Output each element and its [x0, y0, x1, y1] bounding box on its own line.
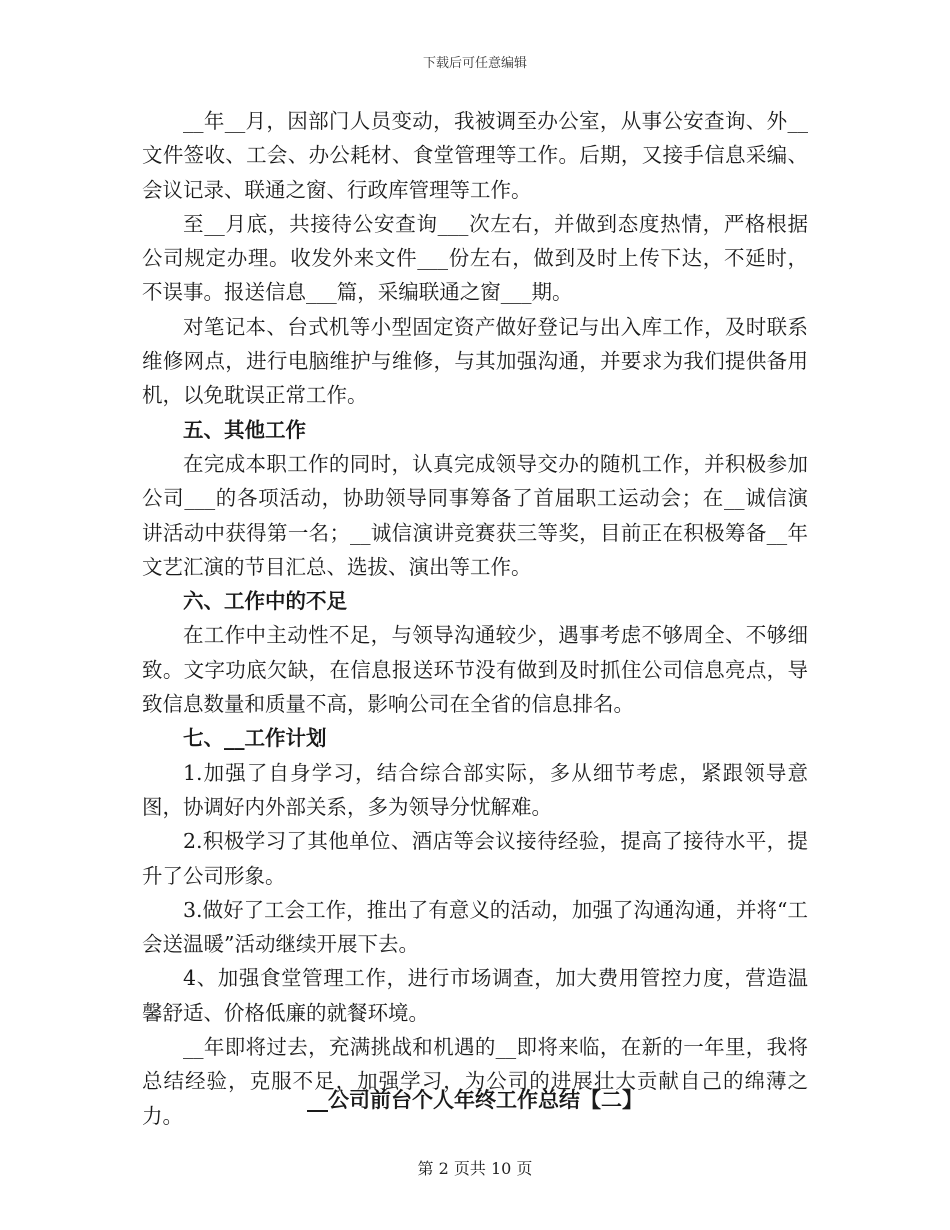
- section-heading-work-plan: 七、__工作计划: [183, 726, 327, 751]
- paragraph-other-work: 在完成本职工作的同时，认真完成领导交办的随机工作，并积极参加公司___的各项活动，协助领导同事筹备了首届职工运动会；在__诚信演讲活动中获得第一名；__诚信演讲竞赛获三等奖，目前正在积极筹备__年文艺汇演的节目汇总、选拔、演出等工作。: [142, 451, 808, 579]
- plan-item-1: 1.加强了自身学习，结合综合部实际，多从细节考虑，紧跟领导意图，协调好内外部关系，多为领导分忧解难。: [142, 760, 808, 819]
- next-document-title: __公司前台个人年终工作总结【二】: [307, 1088, 643, 1112]
- plan-item-2: 2.积极学习了其他单位、酒店等会议接待经验，提高了接待水平，提升了公司形象。: [142, 829, 808, 888]
- plan-item-4: 4、加强食堂管理工作，进行市场调查，加大费用管控力度，营造温馨舒适、价格低廉的就餐环境。: [142, 966, 808, 1025]
- paragraph-shortcomings: 在工作中主动性不足，与领导沟通较少，遇事考虑不够周全、不够细致。文字功底欠缺，在信息报送环节没有做到及时抓住公司信息亮点，导致信息数量和质量不高，影响公司在全省的信息排名。: [142, 623, 808, 717]
- section-heading-shortcomings: 六、工作中的不足: [183, 589, 347, 614]
- paragraph-statistics: 至__月底，共接待公安查询___次左右，并做到态度热情，严格根据公司规定办理。收发外来文件___份左右，做到及时上传下达，不延时，不误事。报送信息___篇，采编联通之窗___期。: [142, 211, 808, 305]
- paragraph-conclusion: __年即将过去，充满挑战和机遇的__即将来临，在新的一年里，我将总结经验，克服不足，加强学习，为公司的进展壮大贡献自己的绵薄之力。: [142, 1035, 808, 1128]
- page-number: 第 2 页共 10 页: [417, 1159, 533, 1178]
- paragraph-duties: __年__月，因部门人员变动，我被调至办公室，从事公安查询、外__文件签收、工会、办公耗材、食堂管理等工作。后期，又接手信息采编、会议记录、联通之窗、行政库管理等工作。: [142, 109, 808, 202]
- page-header: 下载后可任意编辑: [422, 56, 527, 71]
- document-body: [142, 104, 808, 1133]
- paragraph-assets: 对笔记本、台式机等小型固定资产做好登记与出入库工作，及时联系维修网点，进行电脑维护与维修，与其加强沟通，并要求为我们提供备用机，以免耽误正常工作。: [142, 314, 808, 408]
- plan-item-3: 3.做好了工会工作，推出了有意义的活动，加强了沟通沟通，并将“工会送温暖”活动继续开展下去。: [142, 897, 808, 957]
- section-heading-other-work: 五、其他工作: [183, 417, 306, 442]
